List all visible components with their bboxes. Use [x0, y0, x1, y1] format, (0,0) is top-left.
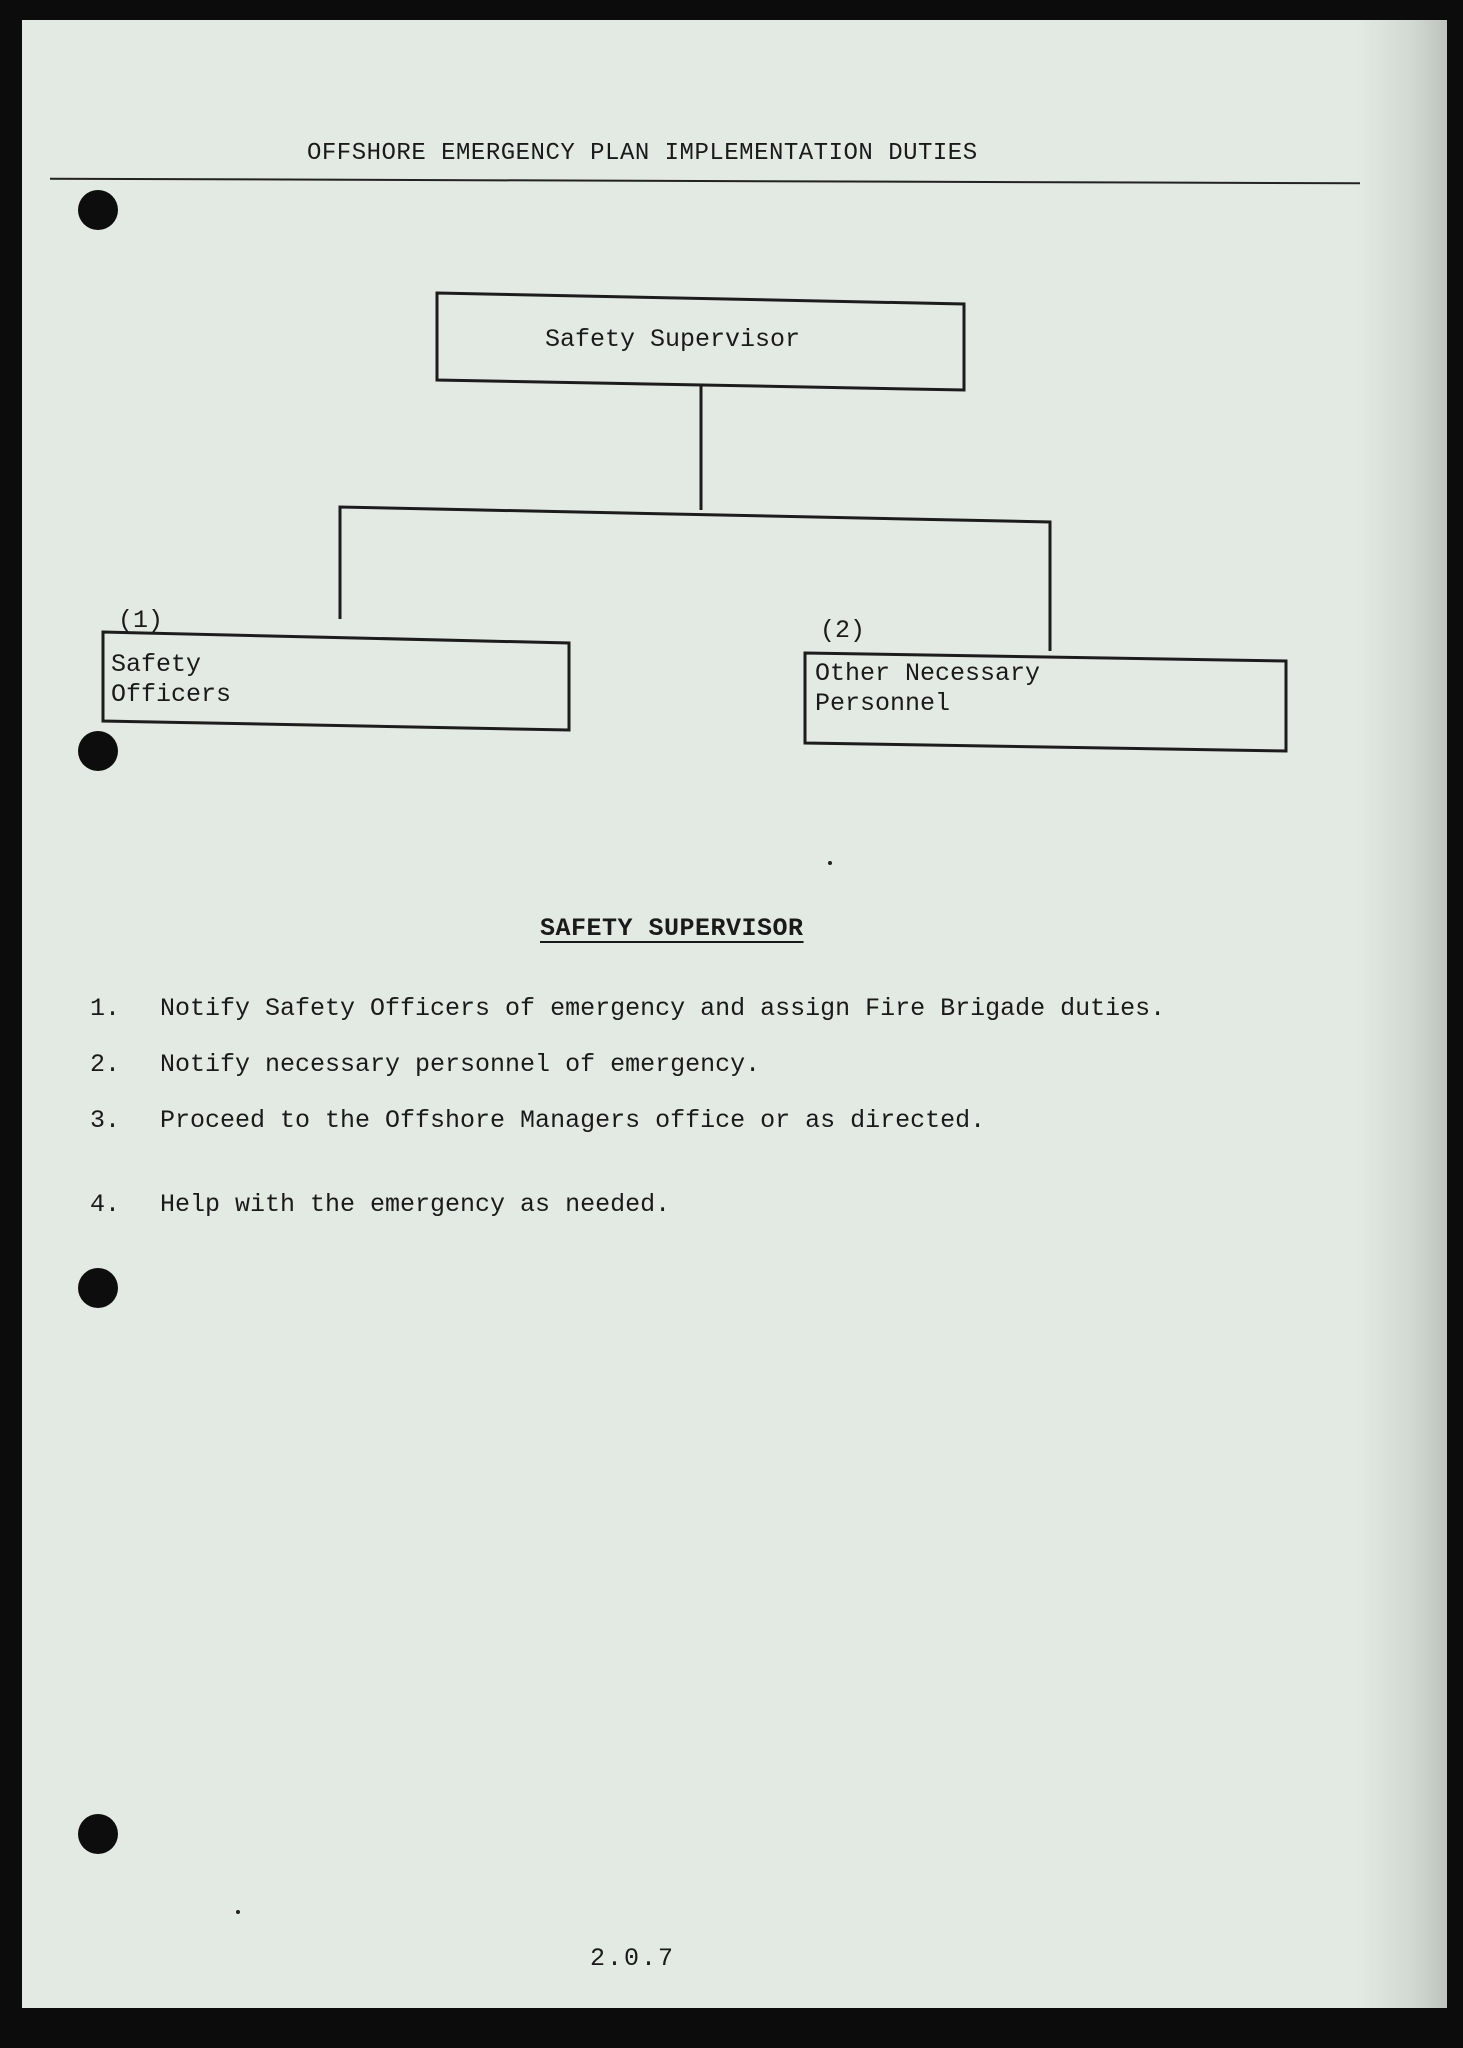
duty-number: 1. [90, 994, 121, 1023]
org-chart [22, 20, 1447, 840]
punch-hole [78, 1268, 118, 1308]
paper-speck [236, 1910, 240, 1914]
duty-text: Help with the emergency as needed. [160, 1190, 671, 1219]
page-number: 2.0.7 [590, 1944, 676, 1973]
org-box-label: Safety Supervisor [545, 325, 801, 354]
duty-text: Notify necessary personnel of emergency. [160, 1050, 761, 1079]
document-title: OFFSHORE EMERGENCY PLAN IMPLEMENTATION DUTIES [307, 140, 978, 167]
document-page [22, 20, 1447, 2008]
connector-horizontal [340, 507, 1050, 651]
duty-number: 4. [90, 1190, 121, 1219]
paper-speck [828, 861, 832, 865]
duty-number: 2. [90, 1050, 121, 1079]
duty-item [90, 994, 1165, 1023]
box-number-label: (1) [118, 606, 164, 635]
duty-item [90, 1106, 985, 1135]
duty-text: Notify Safety Officers of emergency and assign Fire Brigade duties. [160, 994, 1166, 1023]
org-box-label: Other Necessary Personnel [815, 659, 1041, 718]
section-heading: SAFETY SUPERVISOR [540, 914, 804, 943]
duty-text: Proceed to the Offshore Managers office or as directed. [160, 1106, 986, 1135]
duty-item [90, 1050, 760, 1079]
duty-item [90, 1190, 670, 1219]
box-number-label: (2) [820, 616, 866, 645]
duty-number: 3. [90, 1106, 121, 1135]
org-box-label: Safety Officers [111, 650, 232, 709]
punch-hole [78, 1814, 118, 1854]
